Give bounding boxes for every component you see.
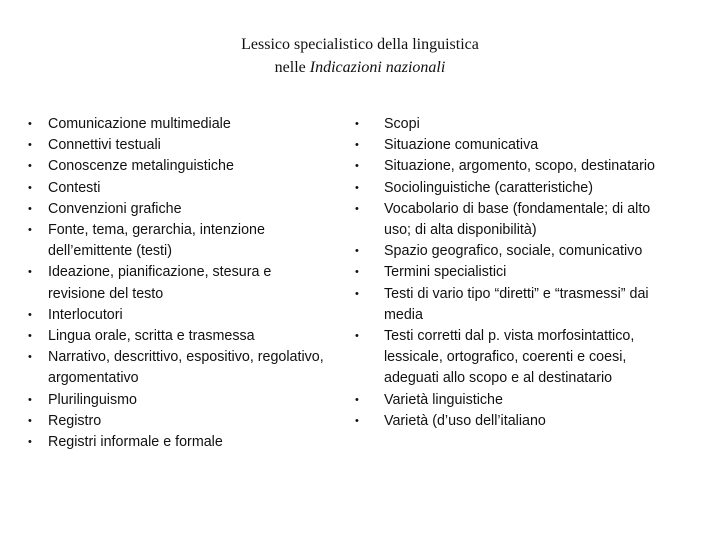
bullet-icon: • <box>28 224 32 237</box>
right-term-item-text <box>384 262 700 283</box>
left-term-item-line: Connettivi testuali <box>48 137 161 154</box>
right-term-item <box>355 135 700 156</box>
right-term-item-line: Varietà linguistiche <box>384 391 503 408</box>
left-term-item-text <box>48 411 348 432</box>
bullet-icon: • <box>355 414 359 427</box>
right-term-item-line: Spazio geografico, sociale, comunicativo <box>384 243 643 260</box>
right-term-item-line: Sociolinguistiche (caratteristiche) <box>384 179 593 196</box>
left-term-item-line: Ideazione, pianificazione, stesura e <box>48 264 272 281</box>
right-term-list <box>355 114 700 432</box>
right-term-item <box>355 178 700 199</box>
left-term-item-line: dell’emittente (testi) <box>48 243 172 260</box>
right-term-item-text <box>384 178 700 199</box>
right-term-item-line: Termini specialistici <box>384 264 507 281</box>
bullet-icon: • <box>28 414 32 427</box>
left-term-item <box>28 262 348 304</box>
right-term-item-text <box>384 114 700 135</box>
right-term-item <box>355 262 700 283</box>
right-term-item-line: media <box>384 306 423 323</box>
left-term-item-line: Narrativo, descrittivo, espositivo, regolativo, <box>48 349 324 366</box>
right-term-item <box>355 114 700 135</box>
bullet-icon: • <box>28 308 32 321</box>
bullet-icon: • <box>355 393 359 406</box>
left-term-item-text <box>48 135 348 156</box>
left-term-item-line: Convenzioni grafiche <box>48 200 182 217</box>
right-term-item <box>355 326 700 390</box>
left-term-list <box>28 114 348 453</box>
left-term-item-line: Fonte, tema, gerarchia, intenzione <box>48 222 265 239</box>
right-term-item <box>355 241 700 262</box>
right-term-item-line: lessicale, ortografico, coerenti e coesi, <box>384 349 627 366</box>
bullet-icon: • <box>28 139 32 152</box>
bullet-icon: • <box>28 393 32 406</box>
left-term-item <box>28 432 348 453</box>
right-term-item-text <box>384 390 700 411</box>
right-term-item-text <box>384 135 700 156</box>
left-term-item <box>28 135 348 156</box>
right-term-item <box>355 390 700 411</box>
bullet-icon: • <box>355 287 359 300</box>
page-title <box>0 33 720 79</box>
left-term-item <box>28 347 348 389</box>
bullet-icon: • <box>355 245 359 258</box>
right-term-item-line: Scopi <box>384 116 420 132</box>
right-term-item-text <box>384 411 700 432</box>
right-term-item <box>355 284 700 326</box>
right-term-item <box>355 199 700 241</box>
right-term-item-line: Situazione comunicativa <box>384 137 539 154</box>
bullet-icon: • <box>28 160 32 173</box>
bullet-icon: • <box>355 139 359 152</box>
right-term-item-line: Testi corretti dal p. vista morfosintattico, <box>384 328 635 345</box>
title-italic: Indicazioni nazionali <box>309 59 446 76</box>
bullet-icon: • <box>355 118 359 130</box>
left-term-item-line: argomentativo <box>48 370 139 387</box>
left-term-item-line: Comunicazione multimediale <box>48 116 231 132</box>
left-term-item <box>28 178 348 199</box>
left-term-item-line: revisione del testo <box>48 285 164 302</box>
left-term-item-text <box>48 262 348 304</box>
left-term-item <box>28 305 348 326</box>
right-term-item-line: adeguati allo scopo e al destinatario <box>384 370 613 387</box>
bullet-icon: • <box>28 330 32 343</box>
right-term-item-line: Testi di vario tipo “diretti” e “trasmessi” dai <box>384 285 649 302</box>
left-term-item <box>28 390 348 411</box>
left-term-item-text <box>48 432 348 453</box>
title-line-1: Lessico specialistico della linguistica <box>241 36 479 53</box>
left-term-item <box>28 156 348 177</box>
left-term-item-line: Contesti <box>48 179 101 196</box>
left-term-item-text <box>48 220 348 262</box>
right-term-item <box>355 411 700 432</box>
left-term-item-text <box>48 390 348 411</box>
left-term-item-text <box>48 114 348 135</box>
right-term-item-line: Varietà (d’uso dell’italiano <box>384 412 546 429</box>
right-term-item-text <box>384 156 700 177</box>
left-term-item-text <box>48 199 348 220</box>
right-term-item-text <box>384 241 700 262</box>
right-term-item-line: Vocabolario di base (fondamentale; di alto <box>384 200 651 217</box>
left-term-item <box>28 411 348 432</box>
bullet-icon: • <box>355 266 359 279</box>
bullet-icon: • <box>28 351 32 364</box>
left-term-item-text <box>48 178 348 199</box>
left-term-item-line: Registro <box>48 412 102 429</box>
right-term-item-line: uso; di alta disponibilità) <box>384 222 537 239</box>
bullet-icon: • <box>355 330 359 343</box>
left-term-item <box>28 114 348 135</box>
left-term-item-line: Registri informale e formale <box>48 434 223 451</box>
right-term-item <box>355 156 700 177</box>
left-term-item-line: Conoscenze metalinguistiche <box>48 158 234 175</box>
bullet-icon: • <box>355 160 359 173</box>
left-term-item <box>28 220 348 262</box>
bullet-icon: • <box>355 202 359 215</box>
right-term-item-text <box>384 199 700 241</box>
left-term-item-text <box>48 305 348 326</box>
left-term-item-text <box>48 156 348 177</box>
right-term-item-text <box>384 326 700 390</box>
right-term-item-text <box>384 284 700 326</box>
bullet-icon: • <box>355 181 359 194</box>
bullet-icon: • <box>28 118 32 130</box>
left-term-item-line: Interlocutori <box>48 306 123 323</box>
left-term-item-text <box>48 347 348 389</box>
left-term-item-text <box>48 326 348 347</box>
bullet-icon: • <box>28 202 32 215</box>
bullet-icon: • <box>28 181 32 194</box>
title-line-2: nelle Indicazioni nazionali <box>274 59 446 76</box>
left-term-item-line: Lingua orale, scritta e trasmessa <box>48 328 255 345</box>
bullet-icon: • <box>28 266 32 279</box>
left-term-item-line: Plurilinguismo <box>48 391 137 408</box>
bullet-icon: • <box>28 436 32 449</box>
right-term-item-line: Situazione, argomento, scopo, destinatario <box>384 158 656 175</box>
left-term-item <box>28 326 348 347</box>
left-term-item <box>28 199 348 220</box>
